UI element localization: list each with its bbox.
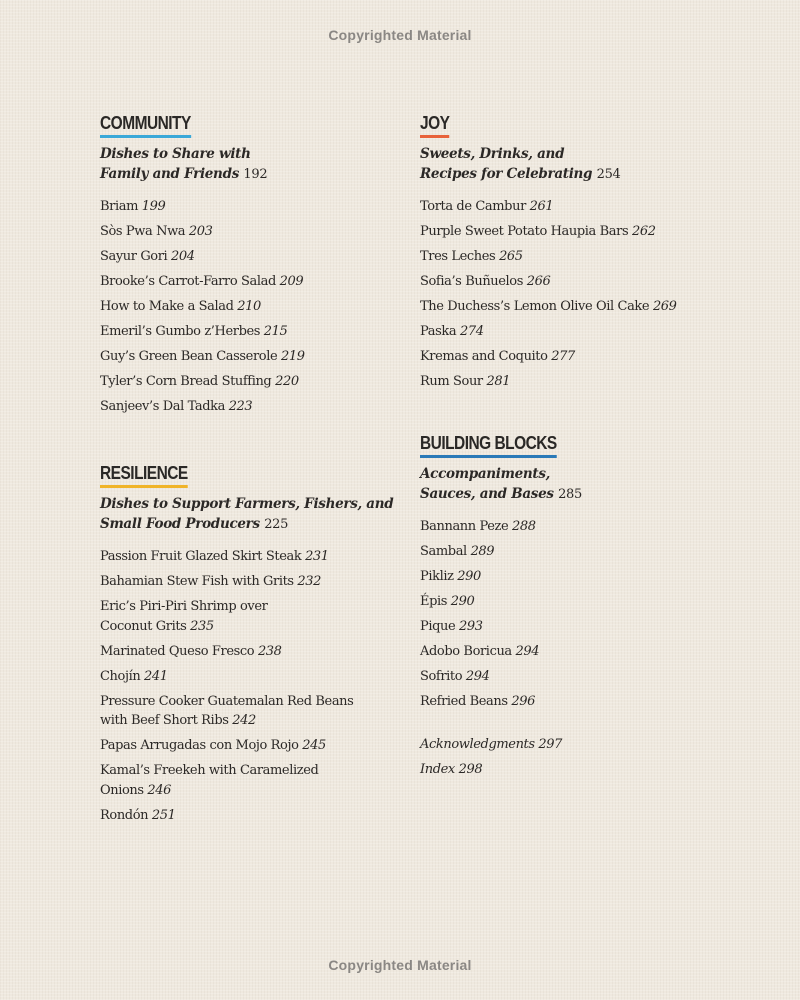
page-number: 199 xyxy=(141,199,166,214)
page-number: 294 xyxy=(515,644,540,659)
toc-entry[interactable] xyxy=(420,617,720,637)
toc-entry[interactable] xyxy=(100,736,370,756)
toc-entry[interactable] xyxy=(420,347,740,367)
page-number: 204 xyxy=(171,249,195,264)
recipe-title: Pressure Cooker Guatemalan Red Beans with Beef Short Ribs xyxy=(100,693,354,728)
section-building-blocks xyxy=(420,433,720,717)
recipe-title: Rum Sour xyxy=(420,374,483,389)
section-subtitle-resilience[interactable] xyxy=(100,494,400,535)
recipe-title: Kremas and Coquito xyxy=(420,349,548,364)
page-number: 288 xyxy=(512,519,536,534)
recipe-title: Kamal’s Freekeh with Caramelized Onions xyxy=(100,763,319,798)
toc-entry[interactable] xyxy=(100,597,290,636)
toc-entry[interactable] xyxy=(100,222,400,242)
subtitle-line: Sauces, and Bases xyxy=(420,486,554,502)
page-number: 235 xyxy=(190,618,214,634)
recipe-title: Sòs Pwa Nwa xyxy=(100,224,186,239)
page-number: 297 xyxy=(538,737,563,752)
recipe-title: Bannann Peze xyxy=(420,519,509,534)
recipe-title: Bahamian Stew Fish with Grits xyxy=(100,574,294,589)
recipe-title: Passion Fruit Glazed Skirt Steak xyxy=(100,549,302,564)
subtitle-line: Dishes to Support Farmers, Fishers, and xyxy=(100,496,394,512)
subtitle-line: Sweets, Drinks, and xyxy=(420,146,565,162)
page-number: 219 xyxy=(281,349,305,364)
toc-entry[interactable] xyxy=(100,572,370,592)
recipe-list-community xyxy=(100,197,400,417)
recipe-title: The Duchess’s Lemon Olive Oil Cake xyxy=(420,299,650,314)
page-number: 293 xyxy=(459,619,483,634)
page-number: 209 xyxy=(279,274,304,289)
page-number: 242 xyxy=(232,713,256,728)
recipe-title: Rondón xyxy=(100,807,149,823)
recipe-title: Adobo Boricua xyxy=(420,644,512,659)
page-number: 254 xyxy=(596,167,621,182)
page-number: 285 xyxy=(558,487,582,502)
toc-entry[interactable] xyxy=(100,272,400,292)
toc-entry[interactable] xyxy=(100,806,370,826)
recipe-title: Sofia’s Buñuelos xyxy=(420,274,524,289)
back-matter-list xyxy=(420,735,562,785)
recipe-title: Guy’s Green Bean Casserole xyxy=(100,349,278,364)
toc-entry[interactable] xyxy=(100,197,400,217)
toc-entry[interactable] xyxy=(420,322,740,342)
page-number: 225 xyxy=(264,517,289,532)
recipe-title: Sambal xyxy=(420,544,467,559)
recipe-title: Torta de Cambur xyxy=(420,199,526,214)
page-number: 215 xyxy=(263,324,288,339)
back-matter-title: Index xyxy=(420,762,455,777)
page-number: 290 xyxy=(457,569,481,584)
page-number: 281 xyxy=(486,374,511,389)
copyright-watermark-bottom: Copyrighted Material xyxy=(328,957,472,973)
page-number: 274 xyxy=(459,324,484,339)
recipe-title: Épis xyxy=(420,594,448,609)
toc-entry[interactable] xyxy=(100,297,400,317)
toc-entry[interactable] xyxy=(100,247,400,267)
toc-entry[interactable] xyxy=(420,667,720,687)
recipe-list-joy xyxy=(420,197,740,392)
toc-entry[interactable] xyxy=(420,197,740,217)
page-number: 203 xyxy=(188,224,213,239)
recipe-title: Chojín xyxy=(100,668,141,684)
recipe-title: Brooke’s Carrot-Farro Salad xyxy=(100,274,276,289)
toc-entry[interactable] xyxy=(100,322,400,342)
page-number: 265 xyxy=(499,249,523,264)
page-number: 261 xyxy=(529,199,554,214)
page-number: 289 xyxy=(470,544,495,559)
page-number: 232 xyxy=(297,574,322,589)
recipe-list-resilience xyxy=(100,547,370,825)
toc-entry-index[interactable] xyxy=(420,760,562,780)
toc-entry[interactable] xyxy=(420,517,720,537)
recipe-title: Pikliz xyxy=(420,569,454,584)
page-number: 294 xyxy=(465,669,490,684)
page-number: 223 xyxy=(228,399,253,414)
section-heading-building-blocks: BUILDING BLOCKS xyxy=(420,433,557,458)
recipe-title: Marinated Queso Fresco xyxy=(100,643,255,659)
page-number: 298 xyxy=(458,762,483,777)
page-number: 220 xyxy=(275,374,299,389)
toc-entry[interactable] xyxy=(100,347,400,367)
toc-entry[interactable] xyxy=(420,222,740,242)
page-number: 238 xyxy=(257,643,282,659)
recipe-title: Sanjeev’s Dal Tadka xyxy=(100,399,225,414)
toc-entry[interactable] xyxy=(100,547,370,567)
page-number: 262 xyxy=(631,224,656,239)
toc-entry[interactable] xyxy=(420,567,720,587)
toc-entry[interactable] xyxy=(420,372,740,392)
recipe-title: How to Make a Salad xyxy=(100,299,234,314)
page-number: 192 xyxy=(243,167,268,182)
recipe-title: Papas Arrugadas con Mojo Rojo xyxy=(100,738,299,753)
toc-entry-acknowledgments[interactable] xyxy=(420,735,562,755)
section-heading-community: COMMUNITY xyxy=(100,113,191,138)
toc-entry[interactable] xyxy=(100,761,330,800)
toc-entry[interactable] xyxy=(420,642,720,662)
toc-entry[interactable] xyxy=(100,692,362,731)
section-subtitle-community[interactable] xyxy=(100,144,400,185)
recipe-title: Tres Leches xyxy=(420,249,496,264)
toc-entry[interactable] xyxy=(420,247,740,267)
section-joy xyxy=(420,113,720,397)
page-number: 266 xyxy=(526,274,551,289)
recipe-title: Purple Sweet Potato Haupia Bars xyxy=(420,224,629,239)
toc-entry[interactable] xyxy=(100,667,370,687)
page-number: 277 xyxy=(551,349,575,364)
page-number: 296 xyxy=(511,694,536,709)
subtitle-line: Family and Friends xyxy=(100,166,240,182)
section-heading-joy: JOY xyxy=(420,113,449,138)
recipe-title: Paska xyxy=(420,324,457,339)
page-number: 251 xyxy=(151,807,176,823)
recipe-title: Emeril’s Gumbo z’Herbes xyxy=(100,324,261,339)
recipe-title: Pique xyxy=(420,619,456,634)
page-number: 241 xyxy=(144,668,168,684)
recipe-title: Tyler’s Corn Bread Stuffing xyxy=(100,374,272,389)
toc-entry[interactable] xyxy=(420,297,740,317)
section-community xyxy=(100,113,400,422)
recipe-title: Briam xyxy=(100,199,139,214)
toc-entry[interactable] xyxy=(100,372,400,392)
page-number: 210 xyxy=(237,299,261,314)
recipe-title: Refried Beans xyxy=(420,694,508,709)
page-number: 246 xyxy=(147,782,172,798)
recipe-list-building-blocks xyxy=(420,517,720,712)
subtitle-line: Dishes to Share with xyxy=(100,146,251,162)
toc-entry[interactable] xyxy=(420,542,720,562)
back-matter-title: Acknowledgments xyxy=(420,737,535,752)
section-resilience xyxy=(100,463,400,831)
subtitle-line: Recipes for Celebrating xyxy=(420,166,593,182)
section-heading-resilience: RESILIENCE xyxy=(100,463,188,488)
recipe-title: Sayur Gori xyxy=(100,249,168,264)
recipe-title: Sofrito xyxy=(420,669,463,684)
toc-entry[interactable] xyxy=(100,397,400,417)
recipe-title: Eric’s Piri-Piri Shrimp over Coconut Grits xyxy=(100,599,268,634)
toc-entry[interactable] xyxy=(420,592,720,612)
section-subtitle-building-blocks[interactable] xyxy=(420,464,720,505)
toc-entry[interactable] xyxy=(420,692,720,712)
copyright-watermark-top: Copyrighted Material xyxy=(328,27,472,43)
subtitle-line: Accompaniments, xyxy=(420,466,551,482)
toc-entry[interactable] xyxy=(100,642,370,662)
page-number: 231 xyxy=(305,549,329,564)
page-number: 290 xyxy=(450,594,475,609)
toc-entry[interactable] xyxy=(420,272,740,292)
section-subtitle-joy[interactable] xyxy=(420,144,720,185)
page-number: 245 xyxy=(302,738,326,753)
page-number: 269 xyxy=(652,299,677,314)
subtitle-line: Small Food Producers xyxy=(100,516,260,532)
